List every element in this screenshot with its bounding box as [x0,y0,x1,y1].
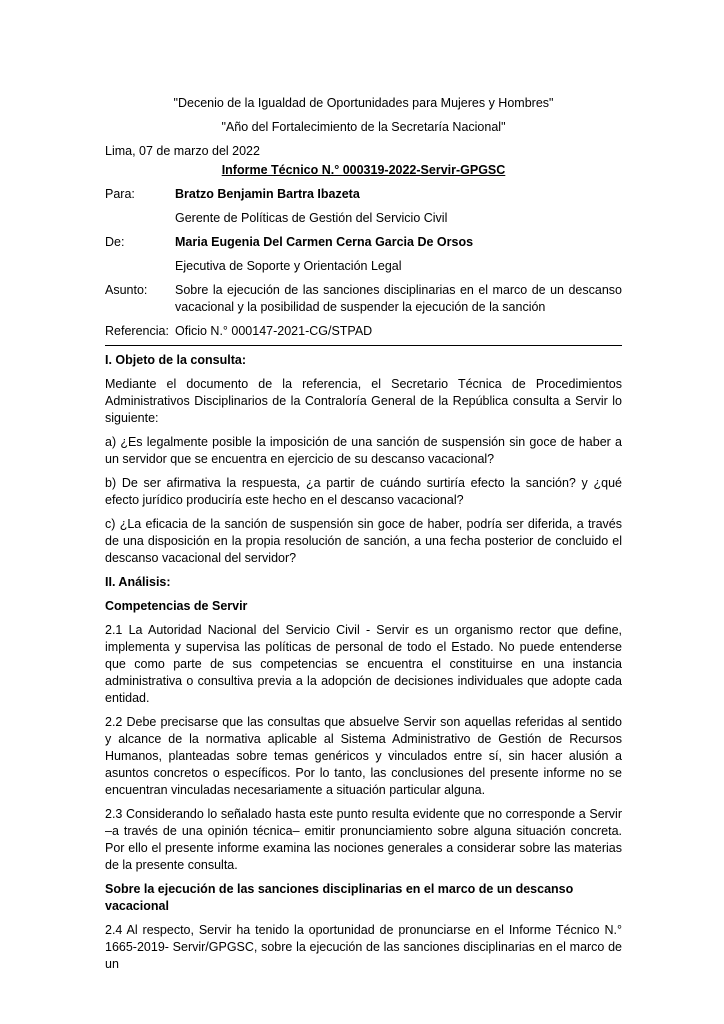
question-c: c) ¿La eficacia de la sanción de suspensión sin goce de haber, podría ser diferida, a través de una disposición en la propia resolución de sanción, a una fecha posterior de concluido el descanso vacacional del servidor? [105,517,622,565]
para-role: Gerente de Políticas de Gestión del Servicio Civil [175,211,448,225]
referencia-label: Referencia: [105,324,169,338]
question-a: a) ¿Es legalmente posible la imposición de una sanción de suspensión sin goce de haber a un servidor que se encuentra en ejercicio de su descanso vacacional? [105,435,622,466]
para-name: Bratzo Benjamin Bartra Ibazeta [175,187,360,201]
section2-title: II. Análisis: [105,575,171,589]
asunto-label: Asunto: [105,283,148,297]
para-label: Para: [105,187,135,201]
section2-subtitle-competencias: Competencias de Servir [105,599,248,613]
question-b: b) De ser afirmativa la respuesta, ¿a partir de cuándo surtiría efecto la sanción? y ¿qué efecto jurídico produciría este hecho en el descanso vacacional? [105,476,622,507]
para-role-row [105,210,622,227]
de-row [105,234,622,251]
de-label: De: [105,235,125,249]
header-year: "Año del Fortalecimiento de la Secretaría Nacional" [221,120,506,134]
report-title: Informe Técnico N.° 000319-2022-Servir-GPGSC [221,163,506,177]
asunto-row [105,282,622,316]
paragraph-2-1: 2.1 La Autoridad Nacional del Servicio Civil - Servir es un organismo rector que define, implementa y supervisa las políticas de personal de todo el Estado. No puede entenderse que como parte de sus competencias se encuentra el constituirse en una instancia administrativa o consultiva previa a la adopción de decisiones individuales que adopte cada entidad. [105,623,622,705]
referencia-text: Oficio N.° 000147-2021-CG/STPAD [175,324,373,338]
de-role-row [105,258,622,275]
de-name: Maria Eugenia Del Carmen Cerna Garcia De Orsos [175,235,474,249]
section1-intro: Mediante el documento de la referencia, el Secretario Técnica de Procedimientos Administrativos Disciplinarios de la Contraloría General de la República consulta a Servir lo siguiente: [105,377,622,425]
paragraph-2-3: 2.3 Considerando lo señalado hasta este punto resulta evidente que no corresponde a Servir –a través de una opinión técnica– emitir pronunciamiento sobre alguna situación concreta. Por ello el presente informe examina las nociones generales a considerar sobre las materias de la presente consulta. [105,807,622,872]
para-row [105,186,622,203]
de-role: Ejecutiva de Soporte y Orientación Legal [175,259,402,273]
header-decade: "Decenio de la Igualdad de Oportunidades para Mujeres y Hombres" [173,96,554,110]
paragraph-2-2: 2.2 Debe precisarse que las consultas que absuelve Servir son aquellas referidas al sentido y alcance de la normativa aplicable al Sistema Administrativo de Gestión de Recursos Humanos, planteadas sobre temas genéricos y vinculados entre sí, sin hacer alusión a asuntos concretos o específicos. Por lo tanto, las conclusiones del presente informe no se encuentran vinculadas necesariamente a situación particular alguna. [105,715,622,797]
document-body [105,95,622,973]
section1-title: I. Objeto de la consulta: [105,353,246,367]
paragraph-2-4: 2.4 Al respecto, Servir ha tenido la oportunidad de pronunciarse en el Informe Técnico N.° 1665-2019- Servir/GPGSC, sobre la ejecución de las sanciones disciplinarias en el marco de un [105,923,622,971]
section2-subtitle-ejecucion: Sobre la ejecución de las sanciones disciplinarias en el marco de un descanso vacacional [105,882,574,913]
asunto-text: Sobre la ejecución de las sanciones disciplinarias en el marco de un descanso vacacional y la posibilidad de suspender la ejecución de la sanción [175,283,622,314]
header-divider [105,345,622,346]
document-date: Lima, 07 de marzo del 2022 [105,144,260,158]
referencia-row [105,323,622,340]
